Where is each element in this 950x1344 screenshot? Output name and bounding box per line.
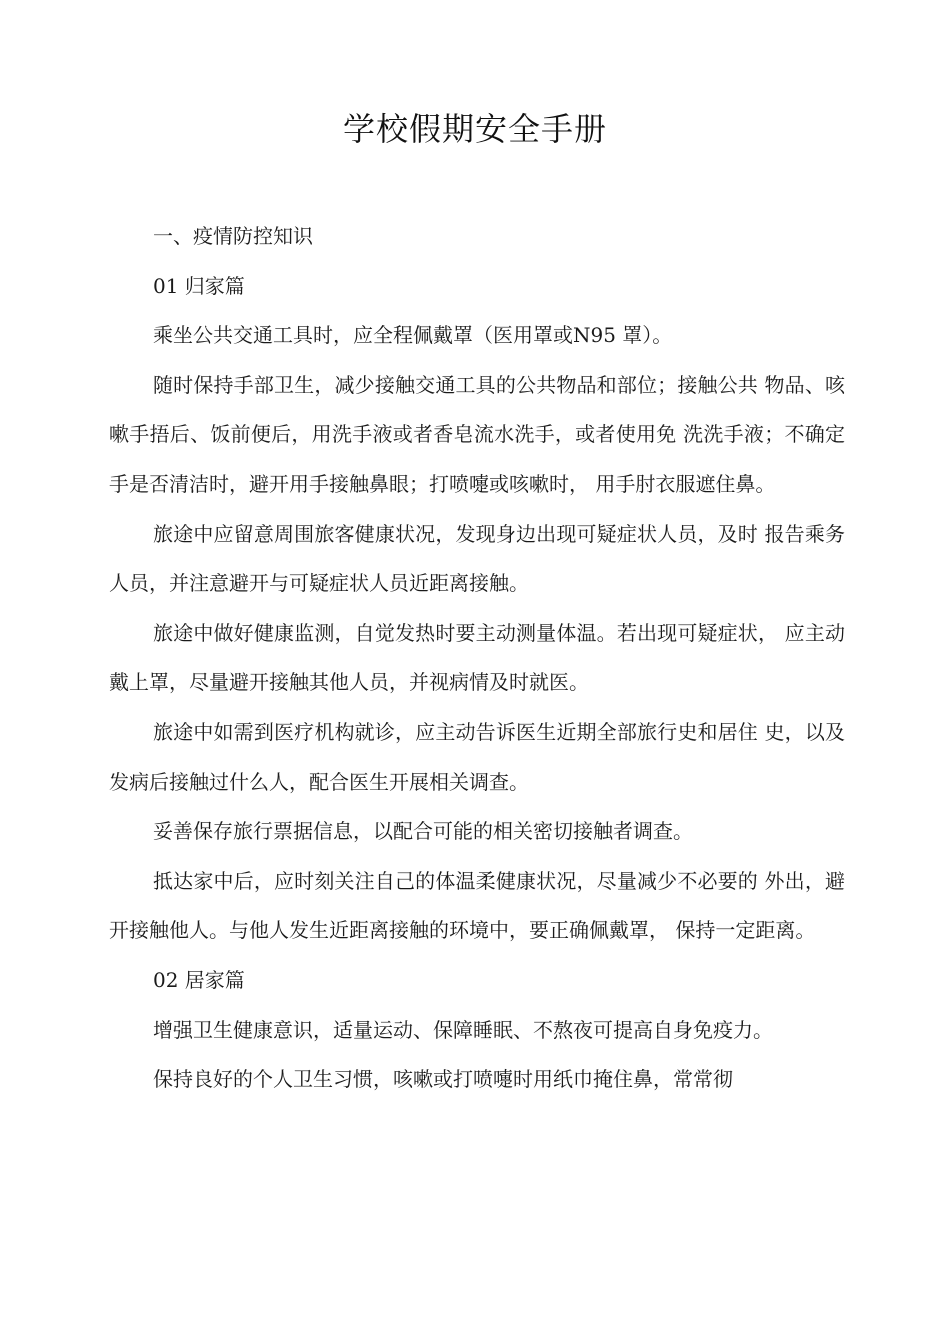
subsection-heading: 02 居家篇 [153, 967, 245, 992]
paragraph: 旅途中做好健康监测，自觉发热时要主动测量体温。若出现可疑症状， 应主动戴上罩，尽量避开接触其他人员，并视病情及时就医。 [109, 620, 845, 695]
paragraph: 旅途中应留意周围旅客健康状况，发现身边出现可疑症状人员，及时 报告乘务人员，并注意避开与可疑症状人员近距离接触。 [109, 521, 845, 596]
paragraph: 妥善保存旅行票据信息，以配合可能的相关密切接触者调查。 [153, 819, 693, 844]
paragraph: 随时保持手部卫生，减少接触交通工具的公共物品和部位；接触公共 物品、咳嗽手捂后、饭前便后，用洗手液或者香皂流水洗手，或者使用免 洗洗手液；不确定手是否清洁时，避开用手接触鼻眼；打喷嚏或咳嗽时， 用手肘衣服遮住鼻。 [109, 372, 845, 496]
paragraph: 保持良好的个人卫生习惯，咳嗽或打喷嚏时用纸巾掩住鼻，常常彻 [153, 1067, 733, 1092]
section-heading: 一、疫情防控知识 [153, 224, 313, 248]
paragraph: 乘坐公共交通工具时，应全程佩戴罩（医用罩或N95 罩）。 [153, 323, 673, 348]
paragraph: 旅途中如需到医疗机构就诊，应主动告诉医生近期全部旅行史和居住 史，以及发病后接触过什么人，配合医生开展相关调查。 [109, 719, 845, 794]
subsection-heading: 01 归家篇 [153, 273, 245, 298]
paragraph: 增强卫生健康意识，适量运动、保障睡眠、不熬夜可提高自身免疫力。 [153, 1017, 773, 1042]
document-body [109, 212, 845, 1105]
document-title: 学校假期安全手册 [342, 110, 607, 148]
paragraph: 抵达家中后，应时刻关注自己的体温柔健康状况，尽量减少不必要的 外出，避开接触他人。与他人发生近距离接触的环境中，要正确佩戴罩， 保持一定距离。 [109, 868, 845, 943]
